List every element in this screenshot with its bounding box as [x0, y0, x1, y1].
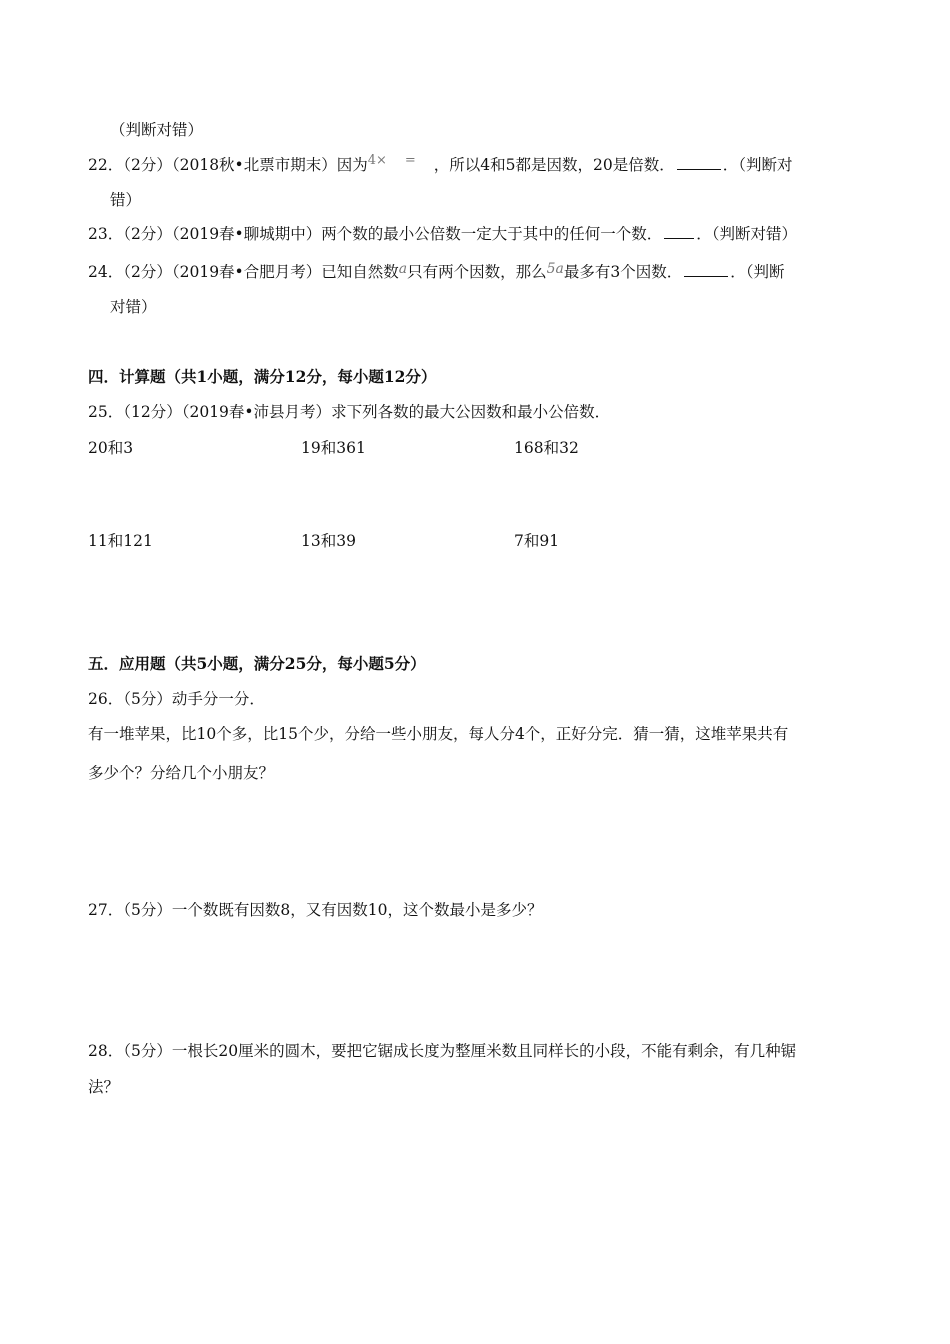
question-27 [88, 900, 542, 920]
q24-tail-line2: 对错） [110, 298, 157, 316]
q26-number: 26． [88, 690, 124, 708]
q22-number: 22． [88, 156, 124, 174]
q26-title: 动手分一分． [171, 690, 265, 708]
q22-text-b: ，所以4和5都是因数，20是倍数． [433, 156, 675, 174]
question-22 [88, 155, 793, 177]
q27-number: 27． [88, 901, 124, 919]
q25-text: 求下列各数的最大公因数和最小公倍数． [331, 403, 611, 421]
q22-math-b: = [404, 153, 416, 168]
q22-text-a: 因为 [336, 156, 368, 174]
q24-text-a: 已知自然数 [321, 263, 399, 281]
q23-tail: ．（判断对错） [696, 225, 797, 243]
answer-blank-24[interactable] [684, 262, 728, 277]
q28-number: 28． [88, 1042, 124, 1060]
q27-score: （5分） [123, 901, 172, 919]
q26-line2: 多少个？分给几个小朋友？ [88, 764, 275, 782]
q24-score: （2分） [123, 263, 172, 281]
q28-score: （5分） [123, 1042, 172, 1060]
q24-var-b: 5a [546, 261, 564, 277]
q25-source: （2019春•沛县月考） [181, 403, 332, 421]
question-25 [88, 402, 610, 422]
question-23 [88, 224, 797, 244]
q24-number: 24． [88, 263, 124, 281]
q28-text: 一根长20厘米的圆木，要把它锯成长度为整厘米数且同样长的小段，不能有剩余，有几种锯 [171, 1042, 797, 1060]
q24-text-c: 最多有3个因数． [563, 263, 683, 281]
q25-score: （12分） [123, 403, 182, 421]
answer-blank-22[interactable] [677, 155, 721, 170]
q21-tail: （判断对错） [110, 121, 204, 139]
q23-number: 23． [88, 225, 124, 243]
pair-item: 13和39 [301, 532, 356, 550]
q23-source: （2019春•聊城期中） [171, 225, 322, 243]
q22-source: （2018秋•北票市期末） [171, 156, 337, 174]
q23-text: 两个数的最小公倍数一定大于其中的任何一个数． [321, 225, 663, 243]
q24-source: （2019春•合肥月考） [171, 263, 322, 281]
q22-score: （2分） [123, 156, 172, 174]
q26-line1: 有一堆苹果，比10个多，比15个少，分给一些小朋友，每人分4个，正好分完．猜一猜，这堆苹果共有 [88, 725, 789, 743]
q22-tail: ．（判断对 [722, 156, 793, 174]
q26-score: （5分） [123, 690, 172, 708]
section-5-heading: 五．应用题（共5小题，满分25分，每小题5分） [88, 654, 426, 673]
q22-tail-line2: 错） [110, 191, 142, 209]
q22-math-a: 4× [367, 153, 387, 168]
pair-item: 20和3 [88, 439, 134, 457]
pair-item: 168和32 [514, 439, 579, 457]
q24-var-a: a [398, 261, 408, 277]
pair-item: 7和91 [514, 532, 560, 550]
pair-item: 19和361 [301, 439, 366, 457]
q24-tail: ．（判断 [730, 263, 785, 281]
q27-text: 一个数既有因数8，又有因数10，这个数最小是多少？ [171, 901, 543, 919]
section-4-heading: 四．计算题（共1小题，满分12分，每小题12分） [88, 367, 437, 386]
q23-score: （2分） [123, 225, 172, 243]
question-28 [88, 1041, 796, 1061]
q28-line2: 法？ [88, 1078, 120, 1096]
question-26 [88, 689, 265, 709]
q24-text-b: 只有两个因数，那么 [407, 263, 547, 281]
question-24 [88, 262, 785, 283]
answer-blank-23[interactable] [664, 224, 694, 239]
pair-item: 11和121 [88, 532, 153, 550]
q25-number: 25． [88, 403, 124, 421]
